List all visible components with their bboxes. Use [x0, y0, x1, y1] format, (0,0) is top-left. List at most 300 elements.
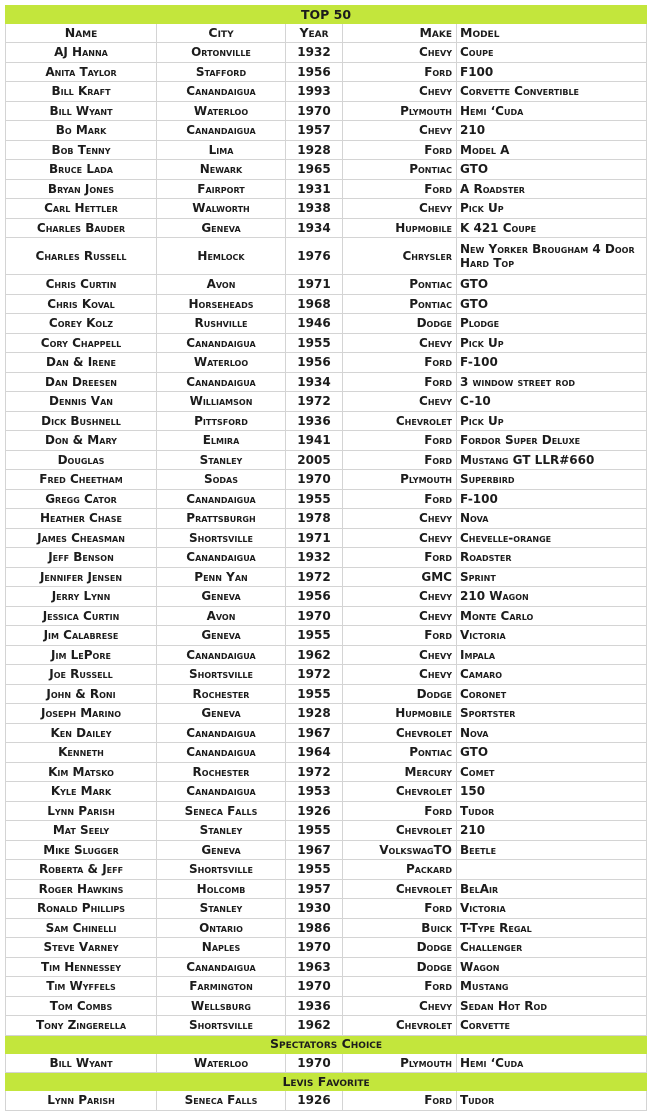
levis-favorite-row [6, 1091, 647, 1111]
cell-name: Dick Bushnell [6, 411, 157, 431]
table-row [6, 179, 647, 199]
cell-model: 210 Wagon [457, 587, 647, 607]
table-row [6, 121, 647, 141]
cell-name: James Cheasman [6, 528, 157, 548]
table-row [6, 509, 647, 529]
cell-city: Williamson [157, 392, 286, 412]
cell-make: Pontiac [343, 160, 457, 180]
cell-make: Ford [343, 431, 457, 451]
table-row [6, 723, 647, 743]
cell-city: Wellsburg [157, 996, 286, 1016]
cell-city: Avon [157, 275, 286, 295]
cell-make: Ford [343, 489, 457, 509]
cell-year: 1965 [286, 160, 343, 180]
table-row [6, 199, 647, 219]
cell-city: Geneva [157, 218, 286, 238]
cell-model: Comet [457, 762, 647, 782]
cell-year: 1941 [286, 431, 343, 451]
cell-year: 1962 [286, 645, 343, 665]
cell-city: Canandaigua [157, 645, 286, 665]
cell-year: 1934 [286, 372, 343, 392]
cell-city: Canandaigua [157, 121, 286, 141]
cell-name: Bill Kraft [6, 82, 157, 102]
cell-name: Kim Matsko [6, 762, 157, 782]
cell-model: Tudor [457, 1091, 647, 1111]
table-row [6, 548, 647, 568]
table-row [6, 470, 647, 490]
cell-city: Ontario [157, 918, 286, 938]
cell-city: Stafford [157, 62, 286, 82]
table-row [6, 431, 647, 451]
cell-name: Jessica Curtin [6, 606, 157, 626]
cell-name: Charles Russell [6, 238, 157, 275]
cell-city: Shortsville [157, 1016, 286, 1036]
cell-make: Chevy [343, 392, 457, 412]
levis-section [6, 1073, 647, 1111]
cell-name: Chris Curtin [6, 275, 157, 295]
cell-city: Shortsville [157, 528, 286, 548]
header-city: City [157, 24, 286, 43]
header-year: Year [286, 24, 343, 43]
cell-make: Dodge [343, 957, 457, 977]
cell-make: Ford [343, 372, 457, 392]
cell-city: Horseheads [157, 294, 286, 314]
cell-model: A Roadster [457, 179, 647, 199]
cell-city: Hemlock [157, 238, 286, 275]
cell-model: Sprint [457, 567, 647, 587]
cell-name: Cory Chappell [6, 333, 157, 353]
cell-name: Joseph Marino [6, 704, 157, 724]
cell-model [457, 860, 647, 880]
cell-make: Ford [343, 977, 457, 997]
cell-model: F-100 [457, 489, 647, 509]
cell-model: GTO [457, 275, 647, 295]
table-row [6, 938, 647, 958]
table-row [6, 160, 647, 180]
cell-model: Wagon [457, 957, 647, 977]
spectators-section [6, 1035, 647, 1073]
cell-model: Camaro [457, 665, 647, 685]
cell-make: Chevy [343, 606, 457, 626]
cell-make: Chevy [343, 528, 457, 548]
cell-model: Sedan Hot Rod [457, 996, 647, 1016]
table-row [6, 918, 647, 938]
cell-city: Fairport [157, 179, 286, 199]
cell-make: Pontiac [343, 294, 457, 314]
table-row [6, 218, 647, 238]
table-row [6, 762, 647, 782]
cell-year: 1938 [286, 199, 343, 219]
cell-year: 1955 [286, 489, 343, 509]
cell-city: Stanley [157, 899, 286, 919]
cell-make: Mercury [343, 762, 457, 782]
cell-make: Plymouth [343, 1053, 457, 1073]
cell-year: 1956 [286, 353, 343, 373]
cell-make: Ford [343, 899, 457, 919]
cell-name: Mat Seely [6, 821, 157, 841]
table-row [6, 879, 647, 899]
cell-make: Ford [343, 801, 457, 821]
cell-make: Chrysler [343, 238, 457, 275]
cell-make: Ford [343, 450, 457, 470]
cell-city: Penn Yan [157, 567, 286, 587]
cell-year: 1963 [286, 957, 343, 977]
cell-city: Rushville [157, 314, 286, 334]
cell-make: Ford [343, 353, 457, 373]
cell-model: Fordor Super Deluxe [457, 431, 647, 451]
cell-name: Tony Zingerella [6, 1016, 157, 1036]
cell-name: Bill Wyant [6, 101, 157, 121]
cell-city: Canandaigua [157, 489, 286, 509]
cell-make: Chevy [343, 199, 457, 219]
spectators-choice-title: Spectators Choice [6, 1035, 647, 1053]
cell-model: GTO [457, 294, 647, 314]
cell-city: Newark [157, 160, 286, 180]
cell-city: Avon [157, 606, 286, 626]
cell-model: Challenger [457, 938, 647, 958]
cell-model: Roadster [457, 548, 647, 568]
header-model: Model [457, 24, 647, 43]
table-row [6, 275, 647, 295]
cell-model: T-Type Regal [457, 918, 647, 938]
table-row [6, 82, 647, 102]
cell-model: Coronet [457, 684, 647, 704]
cell-year: 1972 [286, 567, 343, 587]
cell-city: Rochester [157, 762, 286, 782]
cell-year: 1956 [286, 62, 343, 82]
cell-make: Chevy [343, 645, 457, 665]
cell-year: 1970 [286, 470, 343, 490]
cell-year: 1926 [286, 801, 343, 821]
cell-model: Sportster [457, 704, 647, 724]
cell-year: 1955 [286, 821, 343, 841]
cell-model: Beetle [457, 840, 647, 860]
cell-make: VolkswagTO [343, 840, 457, 860]
cell-year: 1964 [286, 743, 343, 763]
cell-make: Ford [343, 140, 457, 160]
cell-name: Lynn Parish [6, 801, 157, 821]
cell-year: 1972 [286, 665, 343, 685]
cell-city: Seneca Falls [157, 801, 286, 821]
cell-model: Victoria [457, 626, 647, 646]
table-row [6, 294, 647, 314]
table-row [6, 372, 647, 392]
cell-year: 1946 [286, 314, 343, 334]
cell-year: 1993 [286, 82, 343, 102]
cell-model: Pick Up [457, 411, 647, 431]
cell-model: 150 [457, 782, 647, 802]
cell-year: 1932 [286, 548, 343, 568]
table-row [6, 899, 647, 919]
cell-model: 3 window street rod [457, 372, 647, 392]
cell-year: 1970 [286, 977, 343, 997]
cell-city: Naples [157, 938, 286, 958]
cell-make: Hupmobile [343, 704, 457, 724]
cell-model: Hemi ‘Cuda [457, 1053, 647, 1073]
cell-name: Chris Koval [6, 294, 157, 314]
cell-name: Roger Hawkins [6, 879, 157, 899]
cell-city: Sodas [157, 470, 286, 490]
cell-name: John & Roni [6, 684, 157, 704]
cell-make: Pontiac [343, 275, 457, 295]
cell-make: Chevrolet [343, 782, 457, 802]
cell-year: 1970 [286, 938, 343, 958]
cell-name: Bob Tenny [6, 140, 157, 160]
cell-model: Hemi ‘Cuda [457, 101, 647, 121]
cell-year: 1955 [286, 860, 343, 880]
cell-year: 1928 [286, 704, 343, 724]
cell-city: Lima [157, 140, 286, 160]
cell-year: 1986 [286, 918, 343, 938]
cell-name: Roberta & Jeff [6, 860, 157, 880]
table-row [6, 840, 647, 860]
cell-name: AJ Hanna [6, 43, 157, 63]
table-row [6, 1016, 647, 1036]
table-row [6, 411, 647, 431]
cell-year: 1962 [286, 1016, 343, 1036]
cell-model: Pick Up [457, 199, 647, 219]
table-row [6, 801, 647, 821]
header-make: Make [343, 24, 457, 43]
cell-year: 1970 [286, 1053, 343, 1073]
cell-name: Bo Mark [6, 121, 157, 141]
cell-city: Rochester [157, 684, 286, 704]
cell-model: 210 [457, 121, 647, 141]
cell-city: Waterloo [157, 1053, 286, 1073]
cell-make: Ford [343, 626, 457, 646]
table-row [6, 860, 647, 880]
cell-year: 1955 [286, 626, 343, 646]
top50-banner-row [6, 6, 647, 24]
cell-name: Jennifer Jensen [6, 567, 157, 587]
cell-make: Ford [343, 179, 457, 199]
cell-year: 1936 [286, 411, 343, 431]
cell-model: Superbird [457, 470, 647, 490]
table-row [6, 101, 647, 121]
cell-year: 1968 [286, 294, 343, 314]
cell-city: Canandaigua [157, 957, 286, 977]
cell-model: Tudor [457, 801, 647, 821]
table-row [6, 606, 647, 626]
cell-name: Dennis Van [6, 392, 157, 412]
cell-make: Plymouth [343, 101, 457, 121]
cell-model: F-100 [457, 353, 647, 373]
table-row [6, 314, 647, 334]
cell-make: Buick [343, 918, 457, 938]
cell-city: Holcomb [157, 879, 286, 899]
cell-model: Nova [457, 723, 647, 743]
results-sheet [5, 5, 646, 1111]
table-row [6, 43, 647, 63]
cell-city: Waterloo [157, 353, 286, 373]
table-row [6, 704, 647, 724]
top50-body [6, 43, 647, 1036]
cell-model: BelAir [457, 879, 647, 899]
table-row [6, 528, 647, 548]
cell-city: Farmington [157, 977, 286, 997]
cell-name: Tim Hennessey [6, 957, 157, 977]
cell-model: Mustang [457, 977, 647, 997]
cell-year: 1978 [286, 509, 343, 529]
table-row [6, 333, 647, 353]
cell-name: Kenneth [6, 743, 157, 763]
levis-banner-row [6, 1073, 647, 1091]
cell-name: Joe Russell [6, 665, 157, 685]
cell-year: 1970 [286, 101, 343, 121]
cell-make: Chevrolet [343, 1016, 457, 1036]
table-row [6, 665, 647, 685]
cell-name: Jim LePore [6, 645, 157, 665]
cell-name: Lynn Parish [6, 1091, 157, 1111]
cell-year: 1971 [286, 275, 343, 295]
cell-model: Coupe [457, 43, 647, 63]
table-row [6, 489, 647, 509]
cell-city: Geneva [157, 626, 286, 646]
cell-city: Canandaigua [157, 743, 286, 763]
cell-city: Shortsville [157, 860, 286, 880]
cell-make: Ford [343, 548, 457, 568]
cell-name: Sam Chinelli [6, 918, 157, 938]
cell-name: Anita Taylor [6, 62, 157, 82]
cell-model: Nova [457, 509, 647, 529]
cell-make: Chevrolet [343, 723, 457, 743]
cell-make: Dodge [343, 314, 457, 334]
table-row [6, 821, 647, 841]
cell-make: Plymouth [343, 470, 457, 490]
cell-city: Ortonville [157, 43, 286, 63]
cell-model: 210 [457, 821, 647, 841]
cell-name: Don & Mary [6, 431, 157, 451]
cell-make: Chevy [343, 333, 457, 353]
cell-name: Gregg Cator [6, 489, 157, 509]
cell-year: 2005 [286, 450, 343, 470]
table-row [6, 977, 647, 997]
cell-name: Steve Varney [6, 938, 157, 958]
cell-name: Ronald Phillips [6, 899, 157, 919]
cell-name: Heather Chase [6, 509, 157, 529]
cell-model: Plodge [457, 314, 647, 334]
cell-make: Chevy [343, 43, 457, 63]
cell-make: GMC [343, 567, 457, 587]
cell-name: Kyle Mark [6, 782, 157, 802]
cell-name: Corey Kolz [6, 314, 157, 334]
cell-model: Mustang GT LLR#660 [457, 450, 647, 470]
cell-city: Stanley [157, 821, 286, 841]
cell-make: Ford [343, 1091, 457, 1111]
cell-name: Bruce Lada [6, 160, 157, 180]
cell-city: Waterloo [157, 101, 286, 121]
cell-make: Chevy [343, 665, 457, 685]
cell-make: Packard [343, 860, 457, 880]
cell-name: Mike Slugger [6, 840, 157, 860]
cell-year: 1955 [286, 333, 343, 353]
table-row [6, 782, 647, 802]
cell-name: Douglas [6, 450, 157, 470]
cell-city: Canandaigua [157, 548, 286, 568]
table-row [6, 587, 647, 607]
header-row [6, 24, 647, 43]
cell-name: Bryan Jones [6, 179, 157, 199]
cell-make: Chevy [343, 587, 457, 607]
cell-make: Dodge [343, 684, 457, 704]
cell-year: 1953 [286, 782, 343, 802]
cell-year: 1967 [286, 723, 343, 743]
cell-name: Charles Bauder [6, 218, 157, 238]
table-row [6, 238, 647, 275]
cell-year: 1930 [286, 899, 343, 919]
cell-model: Corvette Convertible [457, 82, 647, 102]
cell-city: Stanley [157, 450, 286, 470]
top50-title: TOP 50 [6, 6, 647, 24]
cell-name: Ken Dailey [6, 723, 157, 743]
cell-city: Seneca Falls [157, 1091, 286, 1111]
cell-city: Shortsville [157, 665, 286, 685]
cell-make: Chevy [343, 121, 457, 141]
cell-name: Carl Hettler [6, 199, 157, 219]
cell-year: 1931 [286, 179, 343, 199]
cell-name: Jeff Benson [6, 548, 157, 568]
cell-year: 1970 [286, 606, 343, 626]
cell-model: Chevelle-orange [457, 528, 647, 548]
cell-name: Tim Wyffels [6, 977, 157, 997]
cell-city: Geneva [157, 840, 286, 860]
cell-make: Chevrolet [343, 879, 457, 899]
cell-model: F100 [457, 62, 647, 82]
table-row [6, 567, 647, 587]
cell-make: Chevy [343, 82, 457, 102]
cell-name: Jim Calabrese [6, 626, 157, 646]
cell-city: Canandaigua [157, 333, 286, 353]
header-name: Name [6, 24, 157, 43]
cell-year: 1955 [286, 684, 343, 704]
cell-model: New Yorker Brougham 4 Door Hard Top [457, 238, 647, 275]
table-row [6, 996, 647, 1016]
cell-year: 1971 [286, 528, 343, 548]
cell-model: Corvette [457, 1016, 647, 1036]
table-row [6, 626, 647, 646]
table-row [6, 645, 647, 665]
cell-year: 1936 [286, 996, 343, 1016]
cell-model: GTO [457, 160, 647, 180]
cell-make: Hupmobile [343, 218, 457, 238]
spectators-banner-row [6, 1035, 647, 1053]
cell-year: 1976 [286, 238, 343, 275]
table-row [6, 353, 647, 373]
results-table [5, 5, 647, 1111]
cell-name: Fred Cheetham [6, 470, 157, 490]
spectators-choice-row [6, 1053, 647, 1073]
table-row [6, 684, 647, 704]
cell-year: 1972 [286, 392, 343, 412]
cell-year: 1957 [286, 121, 343, 141]
table-row [6, 392, 647, 412]
cell-model: C-10 [457, 392, 647, 412]
cell-make: Chevy [343, 996, 457, 1016]
cell-city: Walworth [157, 199, 286, 219]
cell-city: Canandaigua [157, 723, 286, 743]
cell-make: Chevy [343, 509, 457, 529]
cell-year: 1957 [286, 879, 343, 899]
cell-make: Ford [343, 62, 457, 82]
cell-name: Dan Dreesen [6, 372, 157, 392]
cell-year: 1967 [286, 840, 343, 860]
cell-city: Canandaigua [157, 82, 286, 102]
cell-model: K 421 Coupe [457, 218, 647, 238]
cell-model: Model A [457, 140, 647, 160]
cell-city: Geneva [157, 587, 286, 607]
cell-year: 1928 [286, 140, 343, 160]
table-row [6, 743, 647, 763]
